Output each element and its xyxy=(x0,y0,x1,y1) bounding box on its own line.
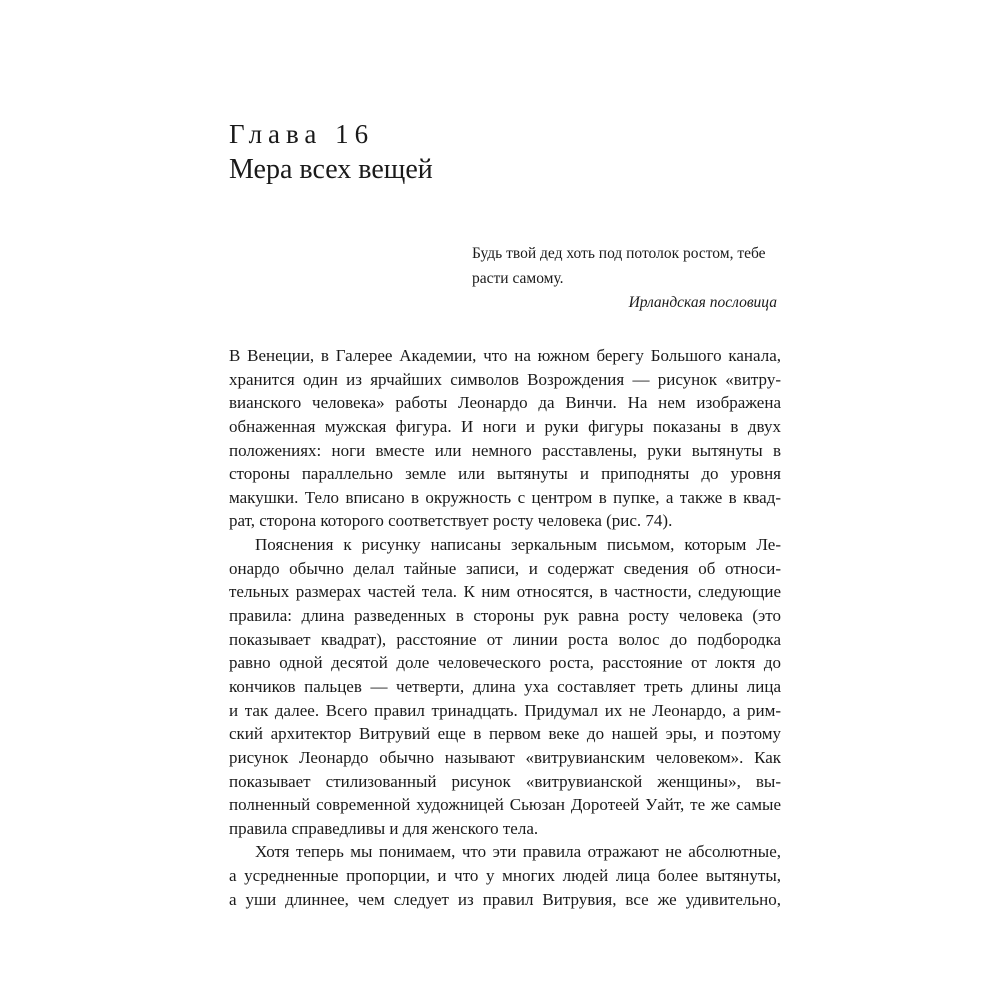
text-line: а уши длиннее, чем следует из правил Витрувия, все же удивительно, xyxy=(229,889,781,909)
epigraph-source: Ирландская пословица xyxy=(628,294,777,311)
text-line: обнаженная мужская фигура. И ноги и руки фигуры показаны в двух xyxy=(229,416,781,436)
body-text xyxy=(229,344,781,911)
text-line: правила: длина разведенных в стороны рук равна росту человека (это xyxy=(229,606,781,626)
text-line: В Венеции, в Галерее Академии, что на южном берегу Большого канала, xyxy=(229,346,781,365)
text-line: правила справедливы и для женского тела. xyxy=(229,818,539,838)
text-line: ский архитектор Витрувий еще в первом веке до нашей эры, и поэтому xyxy=(229,724,781,744)
text-line: рат, сторона которого соответствует росту человека (рис. 74). xyxy=(229,511,673,531)
text-line: вианского человека» работы Леонардо да Винчи. На нем изображена xyxy=(229,393,781,413)
text-line: положениях: ноги вместе или немного расставлены, руки вытянуты в xyxy=(229,440,781,460)
text-line: показывает квадрат), расстояние от линии роста волос до подбородка xyxy=(229,629,781,649)
text-line: Пояснения к рисунку написаны зеркальным письмом, которым Ле- xyxy=(255,535,781,555)
epigraph-text: Будь твой дед хоть под потолок ростом, тебе расти самому. xyxy=(472,245,766,287)
text-line: стороны параллельно земле или вытянуты и приподняты до уровня xyxy=(229,464,781,484)
text-line: показывает стилизованный рисунок «витрувианской женщины», вы- xyxy=(229,771,781,791)
epigraph xyxy=(472,242,777,316)
text-line: Хотя теперь мы понимаем, что эти правила отражают не абсолютные, xyxy=(255,842,781,862)
chapter-number: Глава 16 xyxy=(229,119,375,149)
text-line: хранится один из ярчайших символов Возрождения — рисунок «витру- xyxy=(229,369,781,389)
chapter-title: Мера всех вещей xyxy=(229,154,433,185)
text-line: полненный современной художницей Сьюзан Доротеей Уайт, те же самые xyxy=(229,795,781,815)
text-line: равно одной десятой доле человеческого роста, расстояние от локтя до xyxy=(229,653,781,673)
text-line: тельных размерах частей тела. К ним относятся, в частности, следующие xyxy=(229,582,781,602)
text-line: а усредненные пропорции, и что у многих людей лица более вытянуты, xyxy=(229,866,781,886)
text-line: и так далее. Всего правил тринадцать. Придумал их не Леонардо, а рим- xyxy=(229,700,781,720)
text-line: рисунок Леонардо обычно называют «витрувианским человеком». Как xyxy=(229,747,781,767)
text-line: макушки. Тело вписано в окружность с центром в пупке, а также в квад- xyxy=(229,487,781,507)
text-line: кончиков пальцев — четверти, длина уха составляет треть длины лица xyxy=(229,676,781,696)
text-line: онардо обычно делал тайные записи, и содержат сведения об относи- xyxy=(229,558,781,578)
